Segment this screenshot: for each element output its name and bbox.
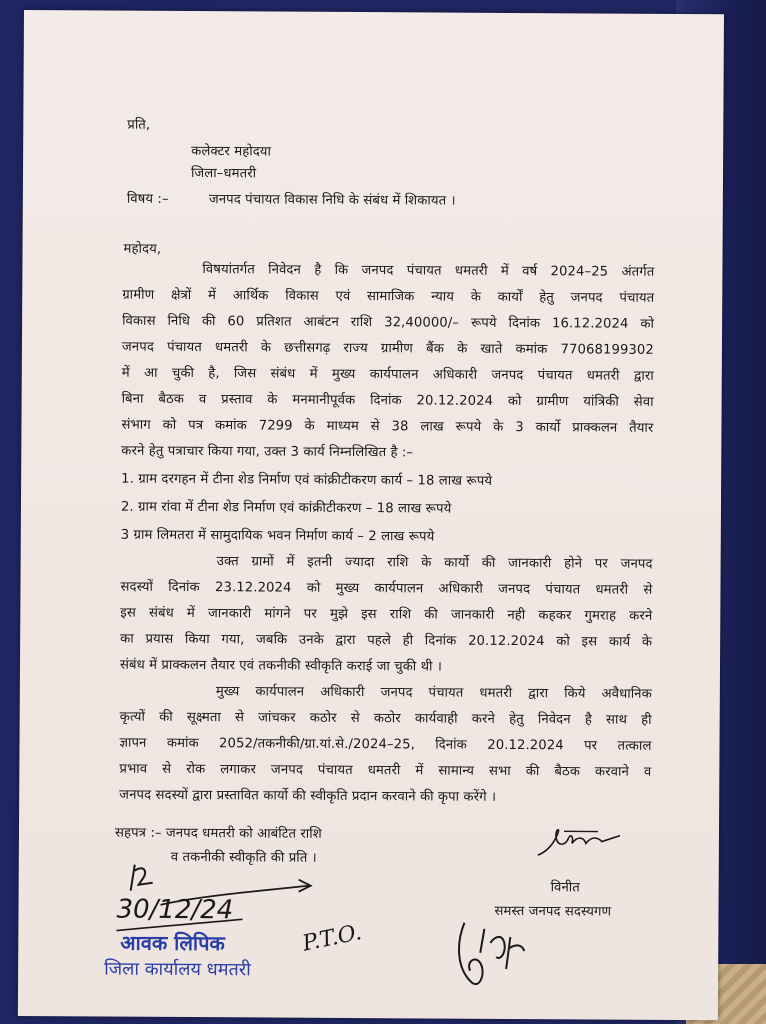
letter-page (18, 10, 724, 1020)
para2-line: संबंध में प्राक्कलन तैयार एवं तकनीकी स्वीकृति कराई जा चुकी थी । (119, 657, 443, 675)
enclosure-line2: व तकनीकी स्वीकृति की प्रति । (170, 849, 317, 866)
pto-note: P.T.O. (300, 920, 364, 957)
para3-line: मुख्य कार्यपालन अधिकारी जनपद पंचायत धमतरी द्वारा किये अवैधानिक (215, 684, 652, 702)
para3-line: ज्ञापन कमांक 2052/तकनीकी/ग्रा.यां.से./2024–25, दिनांक 20.12.2024 पर तत्काल (119, 735, 652, 754)
list-item: 2. ग्राम रांवा में टीना शेड निर्माण एवं कांक्रीटीकरण – 18 लाख रूपये (120, 499, 452, 517)
para2-line: का प्रयास किया गया, जबकि उनके द्वारा पहले ही दिनांक 20.12.2024 को इस कार्य के (120, 631, 653, 650)
stamp-line1: आवक लिपिक (120, 930, 225, 956)
subject-label: विषय :– (126, 191, 169, 207)
enclosure-line1: सहपत्र :– जनपद धमतरी को आबंटित राशि (114, 825, 322, 842)
list-item: 1. ग्राम दरगहन में टीना शेड निर्माण एवं कांक्रीटीकरण कार्य – 18 लाख रूपये (121, 471, 493, 489)
addressee-line2: जिला–धमतरी (190, 166, 257, 182)
list-item: 3 ग्राम लिमतरा में सामुदायिक भवन निर्माण कार्य – 2 लाख रूपये (120, 527, 435, 545)
para2-line: सदस्यों दिनांक 23.12.2024 को मुख्य कार्यपालन अधिकारी जनपद पंचायत धमतरी से (120, 579, 653, 598)
para2-line: उक्त ग्रामों में इतनी ज्यादा राशि के कार्यो की जानकारी होने पर जनपद (216, 554, 653, 572)
para3-line: प्रभाव से रोक लगाकर जनपद पंचायत धमतरी में सामान्य सभा की बैठक करवाने व (119, 761, 652, 780)
para1-line: संभाग को पत्र कमांक 7299 के माध्यम से 38 लाख रूपये के 3 कार्यो प्राक्कलन तैयार (121, 417, 654, 436)
signatory: समस्त जनपद सदस्यगण (494, 903, 612, 920)
signature-bottom (450, 913, 540, 994)
closing-vinit: विनीत (550, 880, 581, 896)
para3-line: कृत्यों की सूक्ष्मता से जांचकर कठोर से कठोर कार्यवाही करने हेतु निवेदन है साथ ही (119, 709, 652, 728)
addressee-line1: कलेक्टर महोदया (191, 144, 272, 160)
receipt-number (155, 859, 156, 860)
stamp-line2: जिला कार्यालय धमतरी (104, 958, 251, 981)
receipt-date: 30/12/24 (116, 894, 234, 926)
para1-line: विकास निधि की 60 प्रतिशत आबंटन राशि 32,40000/– रूपये दिनांक 16.12.2024 को (122, 313, 655, 332)
salutation-to: प्रति, (127, 117, 151, 133)
para1-line: ग्रामीण क्षेत्रों में आर्थिक विकास एवं सामाजिक न्याय के कार्यों हेतु जनपद पंचायत (122, 287, 655, 306)
para1-line: बिना बैठक व प्रस्ताव के मनमानीपूर्वक दिनांक 20.12.2024 को ग्रामीण यांत्रिकी सेवा (121, 391, 654, 410)
para1-line: में आ चुकी है, जिस संबंध में मुख्य कार्यपालन अधिकारी जनपद पंचायत धमतरी द्वारा (121, 365, 654, 384)
subject-text: जनपद पंचायत विकास निधि के संबंध में शिकायत । (208, 192, 456, 209)
para1-line: विषयांतर्गत निवेदन है कि जनपद पंचायत धमतरी में वर्ष 2024–25 अंतर्गत (202, 262, 655, 280)
greeting: महोदय, (123, 241, 162, 257)
para1-line: जनपद पंचायत धमतरी के छत्तीसगढ़ राज्य ग्रामीण बैंक के खाते कमांक 77068199302 (121, 339, 654, 358)
para2-line: इस संबंध में जानकारी मांगने पर मुझे इस राशि की जानकारी नही कहकर गुमराह करने (120, 605, 653, 624)
signature-top (534, 821, 624, 862)
para3-line: जनपद सदस्यों द्वारा प्रस्तावित कार्यो की स्वीकृति प्रदान करवाने की कृपा करेंगे । (119, 787, 497, 805)
para1-line: करने हेतु पत्राचार किया गया, उक्त 3 कार्य निम्नलिखित है :– (121, 443, 414, 461)
